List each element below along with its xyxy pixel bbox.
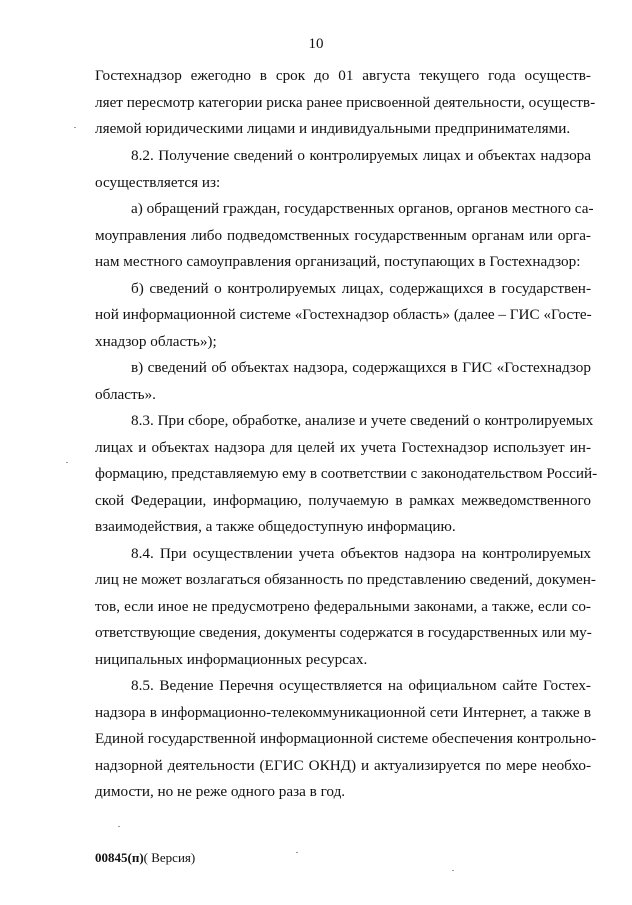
scan-speck bbox=[66, 462, 68, 463]
text-line: лицах и объектах надзора для целей их учета Гостехнадзор использует ин- bbox=[95, 439, 591, 456]
text-line: тов, если иное не предусмотрено федеральными законами, а также, если со- bbox=[95, 598, 591, 615]
text-line: моуправления либо подведомственных государственным органам или орга- bbox=[95, 227, 591, 244]
text-line: ляемой юридическими лицами и индивидуальными предпринимателями. bbox=[95, 120, 571, 137]
text-line: димости, но не реже одного раза в год. bbox=[95, 783, 346, 800]
text-line: 8.5. Ведение Перечня осуществляется на официальном сайте Гостех- bbox=[131, 677, 591, 694]
text-line: б) сведений о контролируемых лицах, содержащихся в государствен- bbox=[131, 280, 591, 297]
text-line: ниципальных информационных ресурсах. bbox=[95, 651, 368, 668]
text-line: надзорной деятельности (ЕГИС ОКНД) и актуализируется по мере необхо- bbox=[95, 757, 591, 774]
text-line: 8.3. При сборе, обработке, анализе и учете сведений о контролируемых bbox=[131, 412, 594, 429]
document-footer bbox=[95, 850, 195, 866]
text-line: Единой государственной информационной системе обеспечения контрольно- bbox=[95, 730, 597, 747]
text-line: ляет пересмотр категории риска ранее присвоенной деятельности, осуществ- bbox=[95, 94, 596, 111]
text-line: 8.4. При осуществлении учета объектов надзора на контролируемых bbox=[131, 545, 591, 562]
scan-speck bbox=[296, 852, 298, 853]
document-code: 00845(п) bbox=[95, 850, 144, 865]
text-line: Гостехнадзор ежегодно в срок до 01 августа текущего года осуществ- bbox=[95, 67, 591, 84]
text-line: надзора в информационно-телекоммуникационной сети Интернет, а также в bbox=[95, 704, 591, 721]
scan-speck bbox=[452, 870, 454, 871]
text-line: осуществляется из: bbox=[95, 174, 221, 191]
page-number: 10 bbox=[308, 36, 324, 52]
text-line: 8.2. Получение сведений о контролируемых лицах и объектах надзора bbox=[131, 147, 591, 164]
text-line: в) сведений об объектах надзора, содержащихся в ГИС «Гостехнадзор bbox=[131, 359, 591, 376]
version-label: ( Версия) bbox=[143, 850, 196, 865]
text-line: область». bbox=[95, 386, 156, 403]
text-line: формацию, представляемую ему в соответствии с законодательством Россий- bbox=[95, 465, 598, 482]
text-line: ной информационной системе «Гостехнадзор область» (далее – ГИС «Госте- bbox=[95, 306, 592, 323]
text-line: ской Федерации, информацию, получаемую в рамках межведомственного bbox=[95, 492, 591, 509]
text-line: а) обращений граждан, государственных органов, органов местного са- bbox=[131, 200, 594, 217]
scan-speck bbox=[74, 127, 76, 128]
text-line: хнадзор область»); bbox=[95, 333, 217, 350]
text-line: взаимодействия, а также общедоступную информацию. bbox=[95, 518, 456, 535]
text-line: нам местного самоуправления организаций, поступающих в Гостехнадзор: bbox=[95, 253, 581, 270]
text-line: ответствующие сведения, документы содержатся в государственных или му- bbox=[95, 624, 592, 641]
text-line: лиц не может возлагаться обязанность по представлению сведений, докумен- bbox=[95, 571, 596, 588]
scan-speck bbox=[118, 826, 120, 827]
